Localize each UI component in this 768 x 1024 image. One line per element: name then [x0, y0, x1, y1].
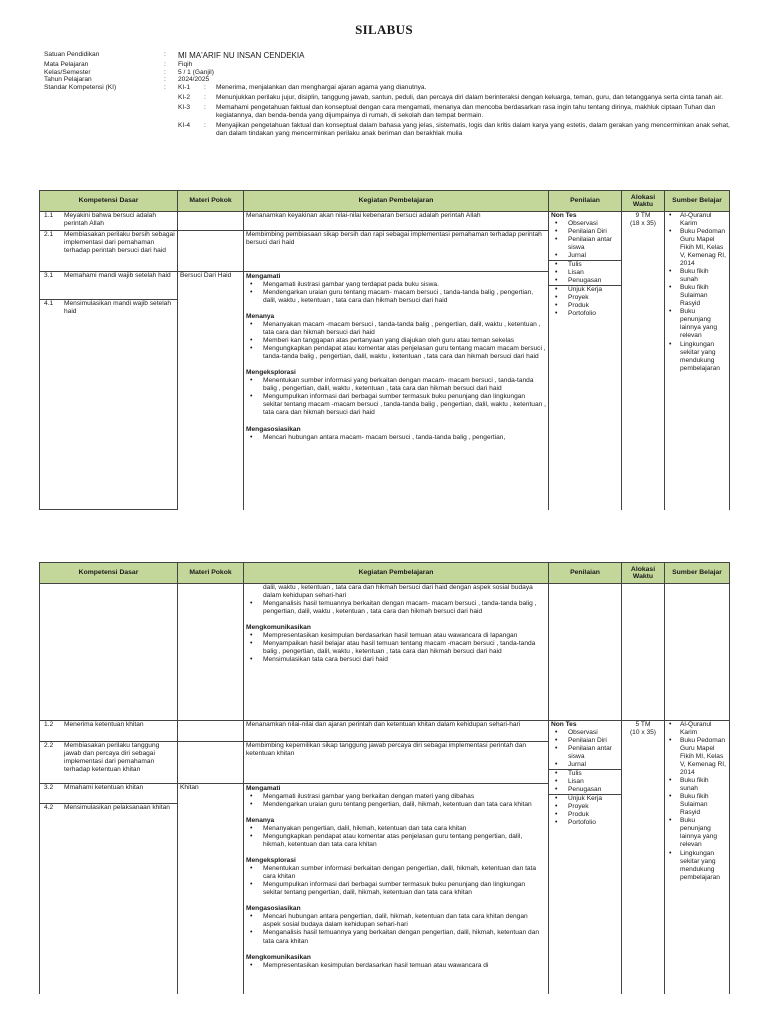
- info-label: Tahun Pelajaran: [44, 76, 92, 84]
- list-item: • Menanyakan macam -macam bersuci , tanda-tanda balig , pengertian, dalil, waktu , ketentuan , tata cara dan hikmah bersuci dari haid: [246, 321, 546, 337]
- list-item: • Mengumpulkan informasi dari berbagai sumber termasuk buku penunjang dan lingkungan sekitar tentang pengertian, dalil, hikmah, ketentuan dan tata cara khitan: [246, 881, 546, 897]
- list-item: • Lisan: [551, 269, 619, 277]
- list-item: • Buku fikih sunah: [667, 268, 727, 284]
- sumber-cell: [665, 721, 730, 994]
- list-item: • Mencari hubungan antara macam- macam bersuci , tanda-tanda balig , pengertian,: [246, 434, 546, 442]
- ki-code: KI-4: [178, 122, 191, 130]
- ki-code: KI-3: [178, 104, 191, 112]
- ki-text: Menyajikan pengetahuan faktual dan konseptual dalam bahasa yang jelas, sistematis, logis dan kritis dalam karya yang estetis, dalam gerakan yang mencerminkan anak sehat, dan dalam tindakan yang mencerminkan perilaku anak beriman dan berakhlak mulia: [216, 122, 730, 138]
- ki-item: KI-4 : Menyajikan pengetahuan faktual dan konseptual dalam bahasa yang jelas, sistematis, logis dan kritis dalam karya yang estetis, dalam gerakan yang mencerminkan anak sehat, dan dalam tindakan yang mencerminkan perilaku anak beriman dan berakhlak mulia: [178, 122, 734, 138]
- list-item: • Tulis: [551, 261, 619, 269]
- info-label: Kelas/Semester: [44, 68, 91, 76]
- info-row: Satuan Pendidikan : MI MA'ARIF NU INSAN CENDEKIA: [44, 51, 734, 61]
- kegiatan-cell: Mengamati • Mengamati ilustrasi gambar yang berkaitan dengan materi yang dibahas • Mendengarkan uraian guru tentang pengertian, dalil, hikmah, ketentuan dan tata cara khitan Menanya • Menanyakan pengertian, dalil, hikmah, ketentuan dan tata cara khitan • Mengungkapkan pendapat atau komentar atas penjelasan guru tentang pengertian, dalil, hikmah, ketentuan dan tata cara khitan Mengeksplorasi • Menentukan sumber informasi berkaitan dengan pengertian, dalil, hikmah, ketentuan dan tata cara khitan • Mengumpulkan informasi dari berbagai sumber termasuk buku penunjang dan lingkungan sekitar tentang pengertian, dalil, hikmah, ketentuan dan tata cara khitan Mengasosiasikan • Mencari hubungan antara pengertian, dalil, hikmah, ketentuan dan tata cara khitan dengan aspek sosial budaya dalam kehidupan sehari-hari • Menganalisis hasil temuannya yang berkaitan dengan pengertian, dalil, hikmah, ketentuan dan tata cara khitan Mengkomunikasikan • Mempresentasikan kesimpulan berdasarkan hasil temuan atau wawancara di: [244, 784, 549, 994]
- ki-list: [44, 84, 734, 138]
- header-alokasi-waktu: Alokasi Waktu: [622, 563, 665, 584]
- table-row: [40, 721, 730, 742]
- kegiatan-cell: Mengamati • Mengamati ilustrasi gambar yang terdapat pada buku siswa. • Mendengarkan uraian guru tentang macam- macam bersuci , tanda-tanda balig , pengertian, dalil, waktu , ketentuan , tata cara dan hikmah bersuci dari haid Menanya • Menanyakan macam -macam bersuci , tanda-tanda balig , pengertian, dalil, waktu , ketentuan , tata cara dan hikmah bersuci dari haid • Memberi kan tanggapan atas pertanyaan yang diajukan oleh guru atau teman sekelas • Mengungkapkan pendapat atau komentar atas penjelasan guru tentang macam macam bersuci , tanda-tanda balig , pengertian, dalil, waktu , ketentuan , tata cara dan hikmah bersuci dari haid Mengeksplorasi • Menentukan sumber informasi yang berkaitan dengan macam- macam bersuci , tanda-tanda balig , pengertian, dalil, waktu , ketentuan , tata cara dan hikmah bersuci dari haid • Mengumpulkan informasi dari berbagai sumber termasuk buku penunjang dan lingkungan sekitar tentang macam -macam bersuci , tanda-tanda balig , pengertian, dalil, waktu , ketentuan , tata cara dan hikmah bersuci dari haid Mengasosiasikan • Mencari hubungan antara macam- macam bersuci , tanda-tanda balig , pengertian,: [244, 272, 549, 510]
- header-penilaian: Penilaian: [549, 191, 622, 212]
- list-item: • Tulis: [551, 770, 619, 778]
- list-item: • Al-Quranul Karim: [667, 212, 727, 228]
- info-row: Standar Kompetensi (KI) :: [44, 84, 166, 92]
- list-item: • Mengumpulkan informasi dari berbagai sumber termasuk buku penunjang dan lingkungan sekitar tentang macam -macam bersuci , tanda-tanda balig , pengertian, dalil, waktu , ketentuan , tata cara dan hikmah bersuci dari haid: [246, 393, 546, 417]
- ki-code: KI-1: [178, 84, 191, 92]
- header-sumber-belajar: Sumber Belajar: [665, 191, 730, 212]
- header-materi-pokok: Materi Pokok: [178, 563, 244, 584]
- list-item: • Buku fikih sunah: [667, 777, 727, 793]
- kegiatan-cell: Membimbing kepemilikan sikap tanggung jawab percaya diri sebagai implementasi perintah dan ketentuan khitan: [244, 742, 549, 784]
- list-item: • Menganalisis hasil temuannya berkaitan dengan macam- macam bersuci , tanda-tanda balig , pengertian, dalil, waktu , ketentuan , tata cara dan hikmah bersuci dari haid: [246, 600, 546, 616]
- list-item: • Buku Pedoman Guru Mapel Fikih MI, Kelas V, Kemenag RI, 2014: [667, 228, 727, 268]
- ki-text: Menunjukkan perilaku jujur, disiplin, tanggung jawab, santun, peduli, dan percaya diri dalam berinteraksi dengan keluarga, teman, guru, dan tetangganya serta cinta tanah air.: [216, 94, 723, 102]
- kd-cell: 1.1 Meyakini bahwa bersuci adalah perintah Allah: [40, 212, 178, 231]
- header-kompetensi-dasar: Kompetensi Dasar: [40, 191, 178, 212]
- list-item: • Jurnal: [551, 761, 619, 769]
- ki-item: KI-3 : Memahami pengetahuan faktual dan konseptual dengan cara mengamati, menanya dan mencoba berdasarkan rasa ingin tahu tentang dirinya, makhluk ciptaan Tuhan dan kegiatannya, dan benda-benda yang dijumpainya di rumah, di sekolah dan tempat bermain.: [178, 104, 734, 120]
- table-row: [40, 212, 730, 231]
- header-kegiatan: Kegiatan Pembelajaran: [244, 191, 549, 212]
- list-item: • Menyampaikan hasil belajar atau hasil temuan tentang macam -macam bersuci , tanda-tanda balig , pengertian, dalil, waktu , ketentuan , tata cara dan hikmah bersuci dari haid: [246, 640, 546, 656]
- kd-cell: 2.1 Membiasakan perilaku bersih sebagai implementasi dari pemahaman terhadap perintah bersuci dari haid: [40, 231, 178, 272]
- ki-item: KI-1 : Menerima, menjalankan dan menghargai ajaran agama yang dianutnya.: [178, 84, 734, 92]
- info-value: 5 / 1 (Ganjil): [178, 68, 214, 76]
- list-item: • Buku fikih Sulaiman Rasyid: [667, 284, 727, 308]
- list-item: • Penilaian Diri: [551, 737, 619, 745]
- info-row: Mata Pelajaran : Fiqih: [44, 61, 734, 69]
- list-item: • Menanyakan pengertian, dalil, hikmah, ketentuan dan tata cara khitan: [246, 825, 546, 833]
- kd-cell: 4.2 Mensimulasikan pelaksanaan khitan: [40, 804, 178, 824]
- info-label: Satuan Pendidikan: [44, 51, 100, 58]
- list-item: • Menganalisis hasil temuannya yang berkaitan dengan pengertian, dalil, hikmah, ketentuan dan tata cara khitan: [246, 929, 546, 945]
- list-item: • Buku fikih Sulaiman Rasyid: [667, 793, 727, 817]
- list-item: • Mengamati ilustrasi gambar yang berkaitan dengan materi yang dibahas: [246, 793, 546, 801]
- list-item: • Buku penunjang lainnya yang relevan: [667, 817, 727, 849]
- list-item: • Lingkungan sekitar yang mendukung pembelajaran: [667, 850, 727, 882]
- list-item: • Proyek: [551, 294, 619, 302]
- list-item: • Observasi: [551, 220, 619, 228]
- info-value: Fiqih: [178, 60, 193, 68]
- header-sumber-belajar: Sumber Belajar: [665, 563, 730, 584]
- list-item: • Mencari hubungan antara pengertian, dalil, hikmah, ketentuan dan tata cara khitan dengan aspek sosial budaya dalam kehidupan sehari-hari: [246, 913, 546, 929]
- info-value: 2024/2025: [178, 76, 210, 84]
- ki-item: KI-2 : Menunjukkan perilaku jujur, disiplin, tanggung jawab, santun, peduli, dan percaya diri dalam berinteraksi dengan keluarga, teman, guru, dan tetangganya serta cinta tanah air.: [178, 94, 734, 102]
- info-row: Kelas/Semester : 5 / 1 (Ganjil): [44, 69, 734, 77]
- alokasi-cell: 5 TM (10 x 35): [622, 721, 665, 994]
- alokasi-cell: 9 TM (18 x 35): [622, 212, 665, 510]
- list-item: • Mendengarkan uraian guru tentang pengertian, dalil, hikmah, ketentuan dan tata cara khitan: [246, 801, 546, 809]
- materi-cell: Bersuci Dari Haid: [178, 272, 244, 510]
- kd-cell: 2.2 Membiasakan perilaku tanggung jawab dan percaya diri sebagai implementasi dari pemahaman terhadap ketentuan khitan: [40, 742, 178, 784]
- sumber-cell: [665, 212, 730, 510]
- list-item: • Mensimulasikan tata cara bersuci dari haid: [246, 656, 546, 664]
- header-materi-pokok: Materi Pokok: [178, 191, 244, 212]
- kegiatan-cell: Membimbing pembiasaan sikap bersih dan rapi sebagai implementasi pemahaman terhadap perintah bersuci dari haid: [244, 231, 549, 272]
- kegiatan-cell: dalil, waktu , ketentuan , tata cara dan hikmah bersuci dari haid dengan aspek sosial budaya dalam kehidupan sehari-hari • Menganalisis hasil temuannya berkaitan dengan macam- macam bersuci , tanda-tanda balig , pengertian, dalil, waktu , ketentuan , tata cara dan hikmah bersuci dari haid Mengkomunikasikan • Mempresentasikan kesimpulan berdasarkan hasil temuan atau wawancara di lapangan • Menyampaikan hasil belajar atau hasil temuan tentang macam -macam bersuci , tanda-tanda balig , pengertian, dalil, waktu , ketentuan , tata cara dan hikmah bersuci dari haid • Mensimulasikan tata cara bersuci dari haid: [244, 584, 549, 721]
- list-item: • Memberi kan tanggapan atas pertanyaan yang diajukan oleh guru atau teman sekelas: [246, 337, 546, 345]
- list-item: • Menentukan sumber informasi berkaitan dengan pengertian, dalil, hikmah, ketentuan dan tata cara khitan: [246, 865, 546, 881]
- list-item: • Lisan: [551, 778, 619, 786]
- list-item: • Jurnal: [551, 252, 619, 260]
- header-penilaian: Penilaian: [549, 563, 622, 584]
- list-item: • Mempresentasikan kesimpulan berdasarkan hasil temuan atau wawancara di: [246, 962, 546, 970]
- table-row: [40, 584, 730, 721]
- list-item: • Portofolio: [551, 819, 619, 827]
- kd-cell: 1.2 Menerima ketentuan khitan: [40, 721, 178, 742]
- syllabus-table-1: [39, 190, 730, 510]
- list-item: • Penugasan: [551, 786, 619, 794]
- ki-text: Memahami pengetahuan faktual dan konseptual dengan cara mengamati, menanya dan mencoba berdasarkan rasa ingin tahu tentang dirinya, makhluk ciptaan Tuhan dan kegiatannya, dan benda-benda yang dijumpainya di rumah, di sekolah dan tempat bermain.: [216, 104, 716, 120]
- list-item: • Produk: [551, 302, 619, 310]
- kegiatan-cell: Menanamkan nilai-nilai dan ajaran perintah dan ketentuan khitan dalam kehidupan sehari-hari: [244, 721, 549, 742]
- penilaian-cell: Non Tes • Observasi • Penilaian Diri • Penilaian antar siswa • Jurnal • Tulis • Lisan • Penugasan • Unjuk Kerja • Proyek • Produk • Portofolio: [549, 212, 622, 510]
- list-item: • Al-Quranul Karim: [667, 721, 727, 737]
- kd-cell: 3.2 Mmahami ketentuan khitan: [40, 784, 178, 804]
- list-item: • Mengamati ilustrasi gambar yang terdapat pada buku siswa.: [246, 281, 546, 289]
- kd-cell: 4.1 Mensimulasikan mandi wajib setelah haid: [40, 300, 178, 320]
- ki-code: KI-2: [178, 94, 191, 102]
- list-item: • Buku Pedoman Guru Mapel Fikih MI, Kelas V, Kemenag RI, 2014: [667, 737, 727, 777]
- ki-text: Menerima, menjalankan dan menghargai ajaran agama yang dianutnya.: [216, 84, 427, 92]
- info-label: Mata Pelajaran: [44, 60, 89, 68]
- info-label: Standar Kompetensi (KI): [44, 84, 117, 92]
- list-item: • Mempresentasikan kesimpulan berdasarkan hasil temuan atau wawancara di lapangan: [246, 632, 546, 640]
- materi-cell: Khitan: [178, 784, 244, 994]
- list-item: • Produk: [551, 811, 619, 819]
- list-item: • Mendengarkan uraian guru tentang macam- macam bersuci , tanda-tanda balig , pengertian, dalil, waktu , ketentuan , tata cara dan hikmah bersuci dari haid: [246, 289, 546, 305]
- header-kompetensi-dasar: Kompetensi Dasar: [40, 563, 178, 584]
- list-item: • Observasi: [551, 729, 619, 737]
- header-info: [44, 51, 734, 138]
- penilaian-cell: Non Tes • Observasi • Penilaian Diri • Penilaian antar siswa • Jurnal • Tulis • Lisan • Penugasan • Unjuk Kerja • Proyek • Produk • Portofolio: [549, 721, 622, 994]
- list-item: • Unjuk Kerja: [551, 286, 619, 294]
- list-item: • Penilaian Diri: [551, 228, 619, 236]
- list-item: • Unjuk Kerja: [551, 795, 619, 803]
- list-item: • Mengungkapkan pendapat atau komentar atas penjelasan guru tentang pengertian, dalil, hikmah, ketentuan dan tata cara khitan: [246, 833, 546, 849]
- list-item: • Menentukan sumber informasi yang berkaitan dengan macam- macam bersuci , tanda-tanda balig , pengertian, dalil, waktu , ketentuan , tata cara dan hikmah bersuci dari haid: [246, 377, 546, 393]
- kegiatan-cell: Menanamkan keyakinan akan nilai-nilai kebenaran bersuci adalah perintah Allah: [244, 212, 549, 231]
- list-item: • Buku penunjang lainnya yang relevan: [667, 308, 727, 340]
- list-item: • Mengungkapkan pendapat atau komentar atas penjelasan guru tentang macam macam bersuci , tanda-tanda balig , pengertian, dalil, waktu , ketentuan , tata cara dan hikmah bersuci dari haid: [246, 345, 546, 361]
- header-kegiatan: Kegiatan Pembelajaran: [244, 563, 549, 584]
- info-row: Tahun Pelajaran : 2024/2025: [44, 76, 734, 84]
- header-alokasi-waktu: Alokasi Waktu: [622, 191, 665, 212]
- list-item: • Lingkungan sekitar yang mendukung pembelajaran: [667, 341, 727, 373]
- list-item: • Penugasan: [551, 277, 619, 285]
- info-value: MI MA'ARIF NU INSAN CENDEKIA: [178, 51, 305, 60]
- list-item: • Proyek: [551, 803, 619, 811]
- syllabus-table-2: [39, 562, 730, 994]
- list-item: • Penilaian antar siswa: [551, 236, 619, 252]
- list-item: • Penilaian antar siswa: [551, 745, 619, 761]
- list-item: • Portofolio: [551, 310, 619, 318]
- page-title: SILABUS: [355, 22, 413, 37]
- kd-cell: 3.1 Memahami mandi wajib setelah haid: [40, 272, 178, 300]
